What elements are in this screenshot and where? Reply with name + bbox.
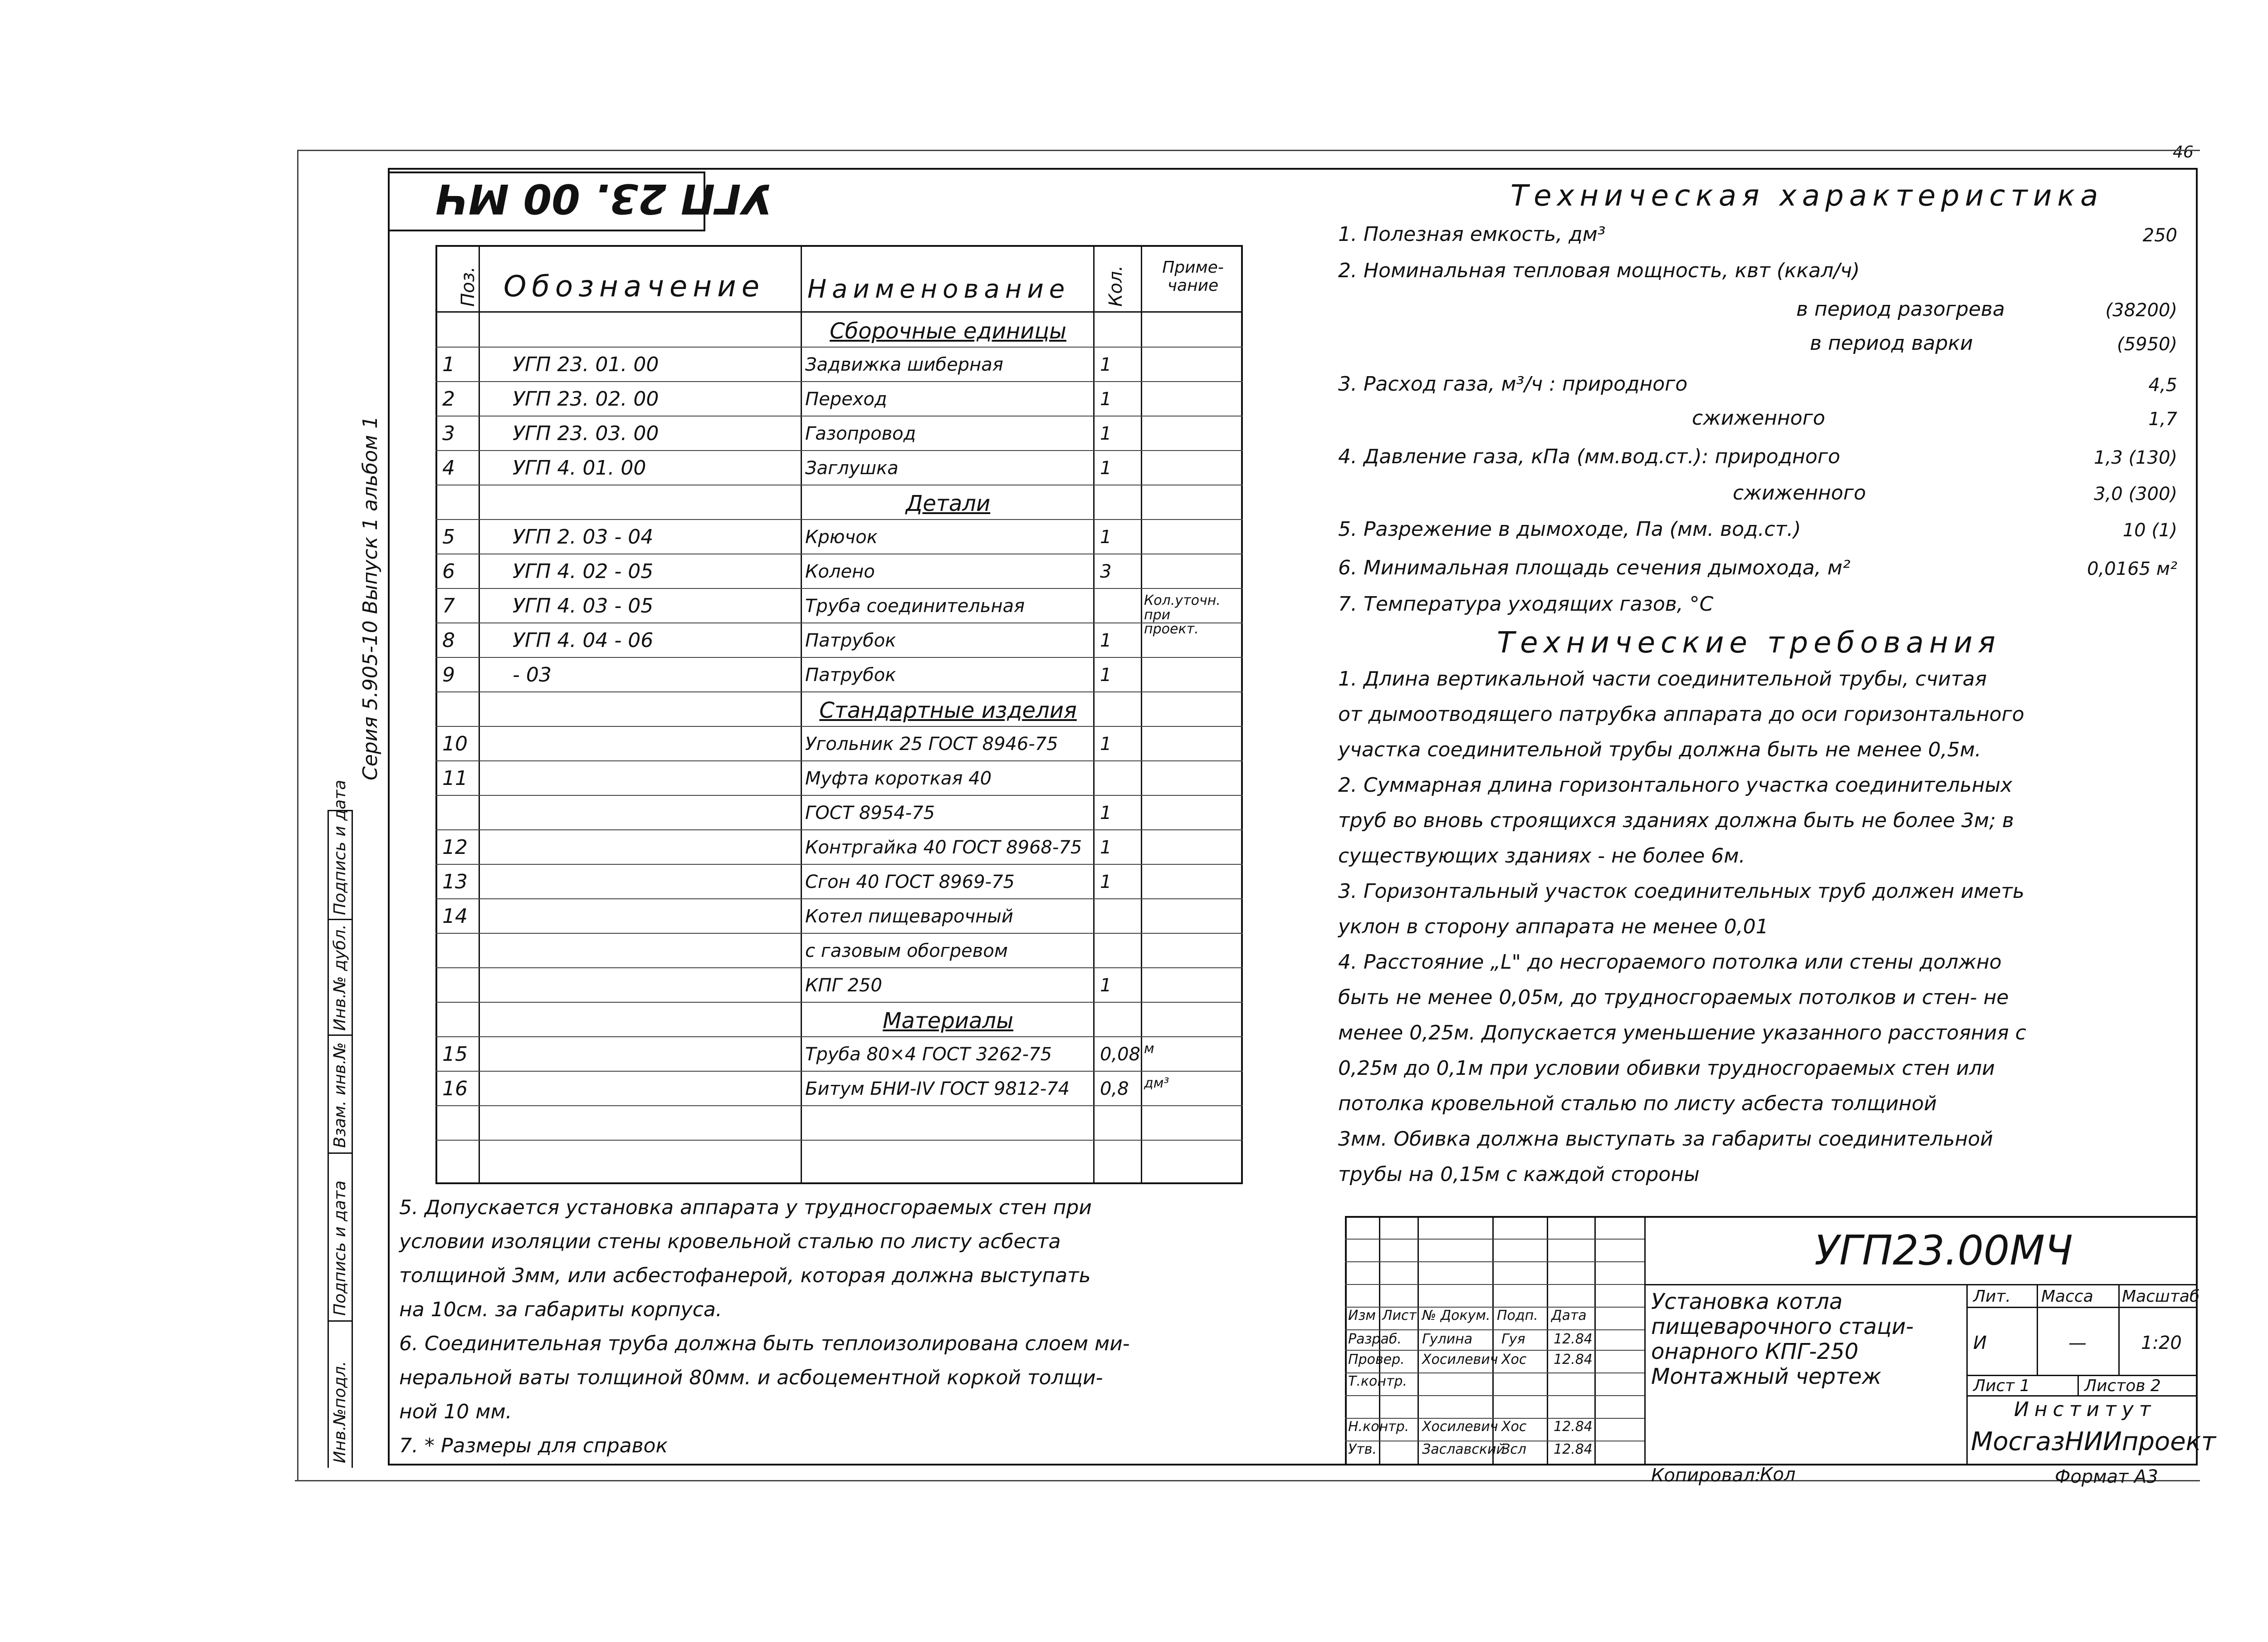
margin-label: Подпись и дата	[331, 1180, 349, 1316]
tech-req-line: 3. Горизонтальный участок соединительных труб должен иметь	[1338, 880, 2024, 903]
spec-col-divider	[1093, 245, 1095, 1184]
spec-qty: 1	[1100, 837, 1112, 858]
spec-name: Котел пищеварочный	[805, 906, 1013, 927]
tb-mass-label: Масса	[2041, 1287, 2093, 1306]
spec-row-line	[435, 829, 1243, 830]
spec-qty: 1	[1100, 354, 1112, 375]
spec-row-line	[435, 1071, 1243, 1072]
spec-name: Крючок	[805, 527, 878, 548]
tb-head-date: Дата	[1551, 1308, 1587, 1323]
spec-name: Труба 80×4 ГОСТ 3262-75	[805, 1044, 1052, 1065]
tech-char-label: 2. Номинальная тепловая мощность, квт (ккал/ч)	[1338, 259, 1860, 282]
spec-row-line	[435, 933, 1243, 934]
spec-pos: 7	[442, 594, 455, 618]
tech-req-line: 4. Расстояние „L" до несгораемого потолка или стены должно	[1338, 951, 2002, 974]
copied-by-label: Копировал:	[1651, 1465, 1761, 1486]
tb-divider	[2118, 1284, 2120, 1375]
tb-divider	[1644, 1284, 2198, 1285]
title-block-title-line: Монтажный чертеж	[1651, 1364, 1882, 1389]
spec-row-line	[435, 726, 1243, 727]
spec-pos: 11	[442, 767, 468, 790]
spec-pos: 15	[442, 1043, 468, 1066]
tech-char-value: (38200)	[2105, 300, 2177, 321]
tb-divider	[1966, 1395, 2198, 1397]
spec-pos: 1	[442, 353, 455, 376]
tb-role-name: Хосилевич	[1422, 1419, 1498, 1435]
spec-row-line	[435, 795, 1243, 796]
title-block-title-line: пищеварочного стаци-	[1651, 1314, 1914, 1339]
spec-row-line	[435, 1002, 1243, 1003]
tb-institute-name: МосгазНИИпроект	[1971, 1427, 2216, 1456]
spec-row-line	[435, 416, 1243, 417]
spec-name: Газопровод	[805, 423, 916, 444]
tb-role-name: Хосилевич	[1422, 1352, 1498, 1368]
tb-divider	[2037, 1284, 2038, 1375]
note-line: 6. Соединительная труба должна быть теплоизолирована слоем ми-	[399, 1332, 1130, 1355]
tech-req-line: потолка кровельной сталью по листу асбеста толщиной	[1338, 1092, 1937, 1115]
margin-label: Взам. инв.№	[331, 1042, 349, 1148]
spec-header-line	[435, 311, 1243, 313]
spec-pos: 14	[442, 905, 468, 928]
tech-char-label: 5. Разрежение в дымоходе, Па (мм. вод.ст.)	[1338, 518, 1801, 541]
tb-grid	[1547, 1216, 1548, 1466]
margin-label: Инв.№ дубл.	[331, 924, 349, 1031]
note-line: неральной ваты толщиной 80мм. и асбоцементной коркой толщи-	[399, 1366, 1103, 1389]
format-label: Формат А3	[2055, 1466, 2158, 1487]
spec-qty: 1	[1100, 630, 1112, 651]
spec-header-qty: Кол.	[1105, 265, 1126, 307]
spec-row-line	[435, 967, 1243, 968]
tb-divider	[1644, 1216, 1646, 1466]
spec-note: дм³	[1144, 1075, 1169, 1091]
spec-section-title: Сборочные единицы	[830, 319, 1066, 344]
tb-lit-value: И	[1973, 1333, 1987, 1353]
tech-char-value: 250	[2142, 225, 2177, 246]
spec-row-line	[435, 519, 1243, 520]
sheet-top-edge	[297, 150, 2200, 151]
spec-designation: УГП 4. 03 - 05	[513, 594, 654, 618]
spec-row-line	[435, 381, 1243, 382]
spec-designation: УГП 4. 04 - 06	[513, 629, 654, 652]
spec-section-title: Материалы	[883, 1008, 1013, 1034]
tb-grid-row	[1345, 1395, 1644, 1396]
tb-mass-value: —	[2068, 1333, 2087, 1353]
margin-strip-divider	[327, 1034, 352, 1036]
tb-role-sign: Зсл	[1501, 1441, 1526, 1457]
spec-designation: - 03	[513, 663, 552, 686]
spec-qty: 3	[1100, 561, 1112, 582]
spec-designation: УГП 23. 02. 00	[513, 387, 659, 411]
spec-row-line	[435, 347, 1243, 348]
tb-head-doc: № Докум.	[1422, 1308, 1491, 1323]
copied-by-signature: Кол	[1760, 1464, 1796, 1485]
spec-row-line	[435, 898, 1243, 899]
spec-row-line	[435, 622, 1243, 623]
tb-grid-row	[1345, 1261, 1644, 1262]
spec-designation: УГП 23. 01. 00	[513, 353, 659, 376]
tb-role-date: 12.84	[1554, 1419, 1593, 1435]
spec-designation: УГП 4. 01. 00	[513, 456, 646, 480]
spec-qty: 1	[1100, 734, 1112, 755]
tb-grid	[1594, 1216, 1596, 1466]
spec-pos: 4	[442, 456, 455, 480]
spec-designation: УГП 23. 03. 00	[513, 422, 659, 445]
spec-designation: УГП 2. 03 - 04	[513, 525, 654, 549]
tb-head-sign: Подп.	[1497, 1308, 1538, 1323]
spec-designation: УГП 4. 02 - 05	[513, 560, 654, 583]
series-text: Серия 5.905-10 Выпуск 1 альбом 1	[359, 416, 382, 780]
tb-grid-row	[1345, 1284, 1644, 1285]
tech-req-line: трубы на 0,15м с каждой стороны	[1338, 1163, 1700, 1186]
spec-header-designation: Обозначение	[503, 270, 765, 304]
spec-row-line	[435, 864, 1243, 865]
spec-name: Задвижка шиберная	[805, 354, 1003, 375]
spec-name: Патрубок	[805, 665, 896, 686]
title-block-title-line: Установка котла	[1651, 1289, 1843, 1314]
title-block-title-line: онарного КПГ-250	[1651, 1339, 1859, 1364]
tb-scale-value: 1:20	[2141, 1333, 2182, 1353]
spec-qty: 1	[1100, 975, 1112, 996]
tech-req-line: уклон в сторону аппарата не менее 0,01	[1338, 915, 1769, 938]
spec-qty: 1	[1100, 423, 1112, 444]
page-number: 46	[2173, 143, 2194, 162]
sheet-left-edge	[297, 150, 298, 1481]
spec-qty: 1	[1100, 458, 1112, 479]
spec-name: КПГ 250	[805, 975, 882, 996]
tech-req-line: существующих зданиях - не более 6м.	[1338, 844, 1745, 868]
tech-char-value: 1,3 (130)	[2094, 447, 2177, 468]
spec-qty: 1	[1100, 389, 1112, 410]
tb-role-sign: Гуя	[1501, 1331, 1525, 1347]
note-line: на 10см. за габариты корпуса.	[399, 1298, 722, 1321]
tech-char-title: Техническая характеристика	[1510, 179, 2104, 213]
tb-role-sign: Хос	[1501, 1419, 1527, 1435]
spec-name: Переход	[805, 389, 887, 410]
tech-char-value: 4,5	[2148, 375, 2177, 396]
note-line: условии изоляции стены кровельной сталью по листу асбеста	[399, 1230, 1061, 1253]
note-line: толщиной 3мм, или асбестофанерой, которая должна выступать	[399, 1264, 1091, 1287]
tech-req-line: 1. Длина вертикальной части соединительной трубы, считая	[1338, 667, 1987, 691]
tb-grid-row	[1345, 1350, 1644, 1351]
spec-pos: 12	[442, 836, 468, 859]
spec-name: Муфта короткая 40	[805, 768, 992, 789]
title-block-doc-code: УГП23.00МЧ	[1814, 1227, 2073, 1274]
tech-char-label: 1. Полезная емкость, дм³	[1338, 223, 1606, 246]
tb-sheets: Листов 2	[2084, 1377, 2161, 1395]
tech-req-line: от дымоотводящего патрубка аппарата до оси горизонтального	[1338, 703, 2024, 726]
tech-char-value: 1,7	[2148, 409, 2177, 430]
spec-section-title: Детали	[905, 491, 991, 516]
tech-req-title: Технические требования	[1497, 626, 2001, 660]
tech-char-label: сжиженного	[1692, 407, 1825, 430]
spec-note: Кол.уточн. при проект.	[1144, 593, 1221, 637]
tech-req-line: труб во вновь строящихся зданиях должна быть не более 3м; в	[1338, 809, 2014, 832]
tb-role-date: 12.84	[1554, 1352, 1593, 1368]
tb-sheet: Лист 1	[1973, 1377, 2030, 1395]
spec-qty: 1	[1100, 527, 1112, 548]
tech-char-label: сжиженного	[1733, 481, 1866, 505]
spec-section-title: Стандартные изделия	[819, 698, 1077, 723]
spec-name: Угольник 25 ГОСТ 8946-75	[805, 734, 1058, 755]
spec-row-line	[435, 450, 1243, 451]
spec-name: Сгон 40 ГОСТ 8969-75	[805, 872, 1015, 892]
tech-char-value: (5950)	[2116, 334, 2177, 355]
tb-divider	[2077, 1375, 2079, 1395]
tb-grid-row	[1345, 1329, 1644, 1330]
spec-pos: 3	[442, 422, 455, 445]
spec-name: с газовым обогревом	[805, 941, 1008, 961]
tb-role-name: Гулина	[1422, 1331, 1473, 1347]
spec-name: Заглушка	[805, 458, 899, 479]
margin-label: Инв.№подл.	[331, 1361, 349, 1463]
spec-note: м	[1144, 1041, 1154, 1057]
tech-char-label: 6. Минимальная площадь сечения дымохода, м²	[1338, 556, 1851, 579]
note-line: 7. * Размеры для справок	[399, 1434, 668, 1457]
tech-req-line: 2. Суммарная длина горизонтального участка соединительных	[1338, 774, 2013, 797]
tech-char-value: 0,0165 м²	[2087, 559, 2177, 579]
sheet-bottom-edge	[295, 1480, 2200, 1481]
tb-role: Провер.	[1348, 1352, 1405, 1368]
tb-role: Н.контр.	[1348, 1419, 1409, 1435]
spec-name: Битум БНИ-IV ГОСТ 9812-74	[805, 1078, 1070, 1099]
tb-role-date: 12.84	[1554, 1441, 1593, 1457]
spec-name: Колено	[805, 561, 875, 582]
tech-req-line: менее 0,25м. Допускается уменьшение указанного расстояния с	[1338, 1021, 2026, 1044]
spec-col-divider	[479, 245, 480, 1184]
tech-char-label: 7. Температура уходящих газов, °С	[1338, 593, 1714, 616]
spec-row-line	[435, 760, 1243, 761]
margin-strip-divider	[327, 1320, 352, 1322]
spec-name: Труба соединительная	[805, 596, 1025, 617]
spec-row-line	[435, 588, 1243, 589]
margin-strip-left	[327, 810, 329, 1468]
spec-qty: 0,08	[1100, 1044, 1141, 1065]
tb-divider	[1966, 1375, 2198, 1376]
tech-char-value: 3,0 (300)	[2094, 484, 2177, 505]
spec-col-divider	[1141, 245, 1142, 1184]
spec-row-line	[435, 1105, 1243, 1106]
tb-head-list: Лист	[1382, 1308, 1417, 1323]
tech-char-label: 4. Давление газа, кПа (мм.вод.ст.): природного	[1338, 445, 1840, 468]
spec-pos: 16	[442, 1077, 468, 1100]
spec-pos: 8	[442, 629, 455, 652]
spec-name: ГОСТ 8954-75	[805, 803, 935, 823]
spec-pos: 5	[442, 525, 455, 549]
spec-pos: 10	[442, 732, 468, 755]
spec-row-line	[435, 691, 1243, 692]
spec-pos: 6	[442, 560, 455, 583]
spec-name: Патрубок	[805, 630, 896, 651]
note-line: 5. Допускается установка аппарата у трудносгораемых стен при	[399, 1196, 1092, 1219]
tech-req-line: 3мм. Обивка должна выступать за габариты соединительной	[1338, 1127, 1993, 1151]
tb-role-date: 12.84	[1554, 1331, 1593, 1347]
spec-header-name: Наименование	[807, 274, 1070, 304]
tech-char-label: 3. Расход газа, м³/ч : природного	[1338, 373, 1688, 396]
margin-strip-divider	[327, 1152, 352, 1154]
tb-role: Разраб.	[1348, 1331, 1402, 1347]
tech-char-label: в период варки	[1810, 332, 1973, 355]
tb-divider	[1966, 1307, 2198, 1308]
top-stamp-code: УГП 23. 00 МЧ	[435, 175, 773, 222]
tb-institute-label: Институт	[2014, 1398, 2156, 1421]
tb-grid-row	[1345, 1239, 1644, 1240]
spec-pos: 2	[442, 387, 455, 411]
tb-grid	[1418, 1216, 1419, 1466]
tb-head-izm: Изм	[1348, 1308, 1376, 1323]
spec-qty: 0,8	[1100, 1078, 1129, 1099]
note-line: ной 10 мм.	[399, 1400, 512, 1423]
spec-name: Контргайка 40 ГОСТ 8968-75	[805, 837, 1082, 858]
tb-role: Утв.	[1348, 1441, 1377, 1457]
margin-strip-divider	[327, 919, 352, 920]
tech-char-label: в период разогрева	[1796, 298, 2005, 321]
spec-qty: 1	[1100, 803, 1112, 823]
spec-row-line	[435, 1036, 1243, 1037]
margin-strip-right	[352, 810, 353, 1468]
spec-col-divider	[801, 245, 802, 1184]
tech-req-line: 0,25м до 0,1м при условии обивки трудносгораемых стен или	[1338, 1057, 1995, 1080]
tb-lit-label: Лит.	[1973, 1287, 2011, 1306]
margin-label: Подпись и дата	[331, 779, 349, 915]
tb-role: Т.контр.	[1348, 1373, 1408, 1389]
spec-header-note: Приме-чание	[1162, 258, 1224, 295]
spec-row-line	[435, 657, 1243, 658]
spec-qty: 1	[1100, 872, 1112, 892]
spec-row-line	[435, 1140, 1243, 1141]
spec-header-pos: Поз.	[458, 266, 479, 307]
spec-pos: 13	[442, 870, 468, 893]
spec-pos: 9	[442, 663, 455, 686]
tb-role-name: Заславский	[1422, 1441, 1505, 1457]
tech-req-line: быть не менее 0,05м, до трудносгораемых потолков и стен- не	[1338, 986, 2009, 1009]
tb-role-sign: Хос	[1501, 1352, 1527, 1368]
tb-scale-label: Масштаб	[2122, 1287, 2200, 1306]
tech-req-line: участка соединительной трубы должна быть не менее 0,5м.	[1338, 738, 1981, 761]
spec-qty: 1	[1100, 665, 1112, 686]
tech-char-value: 10 (1)	[2122, 520, 2177, 541]
